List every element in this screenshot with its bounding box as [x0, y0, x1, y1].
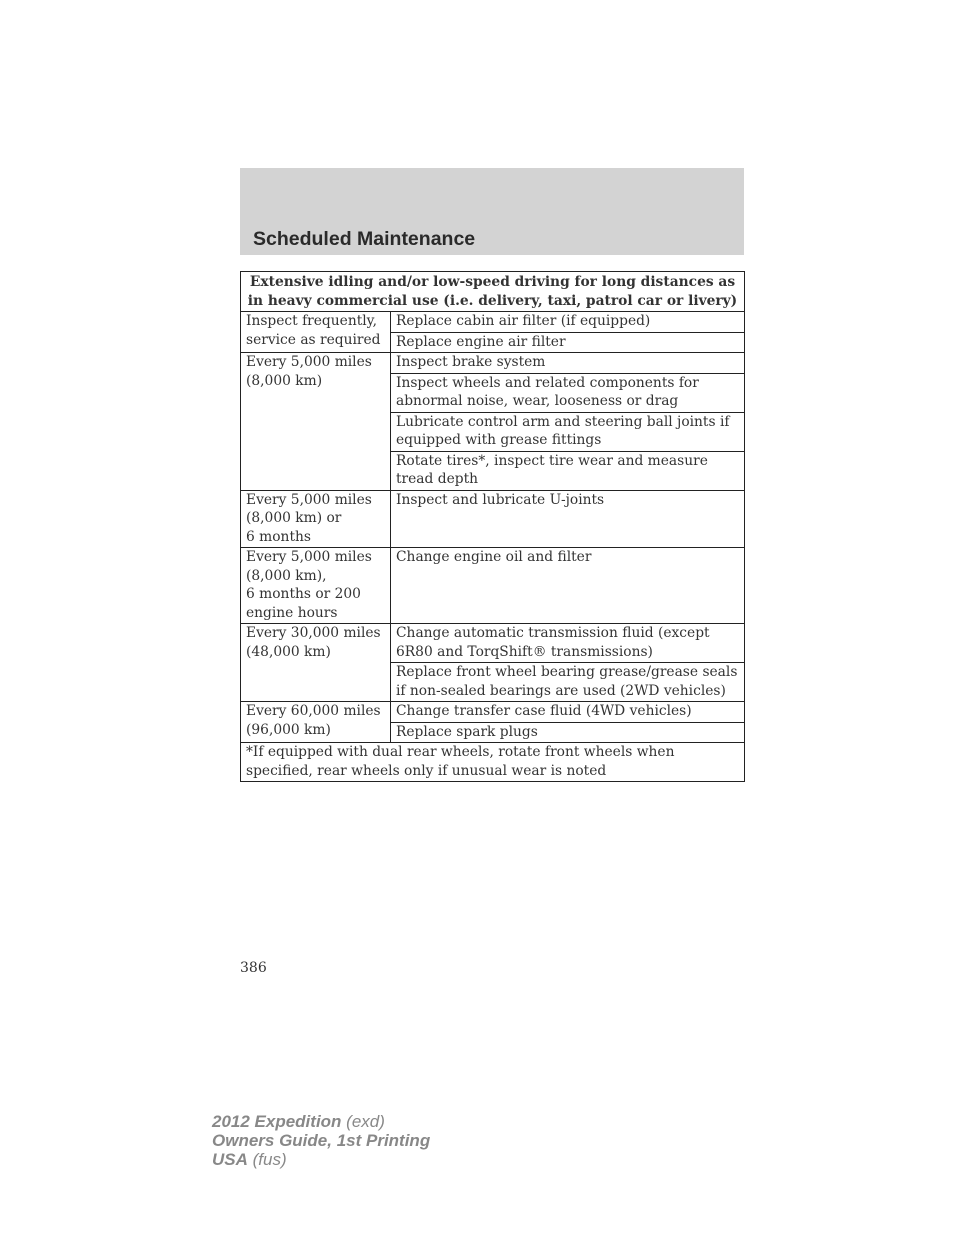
page-number: 386: [240, 960, 267, 976]
table-row: [241, 312, 745, 333]
section-title: Scheduled Maintenance: [253, 228, 476, 250]
task-cell: Rotate tires*, inspect tire wear and measure tread depth: [391, 451, 745, 490]
footer-market-code: (fus): [252, 1150, 287, 1169]
maintenance-table: [240, 271, 745, 782]
task-cell: Change transfer case fluid (4WD vehicles): [391, 702, 745, 723]
task-cell: Inspect wheels and related components for abnormal noise, wear, looseness or drag: [391, 373, 745, 412]
section-header-band: [240, 168, 744, 255]
interval-cell: Inspect frequently, service as required: [241, 312, 391, 353]
table-row: [241, 548, 745, 624]
task-cell: Replace spark plugs: [391, 722, 745, 743]
task-cell: Replace cabin air filter (if equipped): [391, 312, 745, 333]
task-cell: Replace front wheel bearing grease/grease seals if non-sealed bearings are used (2WD vehicles): [391, 663, 745, 702]
interval-cell: Every 30,000 miles (48,000 km): [241, 624, 391, 702]
interval-cell: Every 5,000 miles (8,000 km), 6 months or 200 engine hours: [241, 548, 391, 624]
table-heading: Extensive idling and/or low-speed driving for long distances as in heavy commercial use (i.e. delivery, taxi, patrol car or livery): [241, 272, 745, 312]
footer-market: USA: [212, 1150, 248, 1169]
table-row: [241, 702, 745, 723]
footer-line-3: [212, 1150, 430, 1169]
footer-printing: Owners Guide, 1st Printing: [212, 1131, 431, 1150]
task-cell: Replace engine air filter: [391, 332, 745, 353]
table-row: [241, 353, 745, 374]
footer-model: 2012 Expedition: [212, 1112, 342, 1131]
table-heading-row: [241, 272, 745, 312]
task-cell: Change engine oil and filter: [391, 548, 745, 624]
interval-cell: Every 5,000 miles (8,000 km): [241, 353, 391, 491]
interval-cell: Every 5,000 miles (8,000 km) or 6 months: [241, 490, 391, 548]
task-cell: Inspect and lubricate U-joints: [391, 490, 745, 548]
task-cell: Change automatic transmission fluid (except 6R80 and TorqShift® transmissions): [391, 624, 745, 663]
footer-line-1: [212, 1112, 430, 1131]
footer-model-code: (exd): [346, 1112, 385, 1131]
footer-line-2: [212, 1131, 430, 1150]
footnote-row: [241, 743, 745, 782]
interval-cell: Every 60,000 miles (96,000 km): [241, 702, 391, 743]
table-footnote: *If equipped with dual rear wheels, rotate front wheels when specified, rear wheels only if unusual wear is noted: [241, 743, 745, 782]
document-footer: [212, 1112, 430, 1169]
table-row: [241, 624, 745, 663]
task-cell: Lubricate control arm and steering ball joints if equipped with grease fittings: [391, 412, 745, 451]
task-cell: Inspect brake system: [391, 353, 745, 374]
table-row: [241, 490, 745, 548]
